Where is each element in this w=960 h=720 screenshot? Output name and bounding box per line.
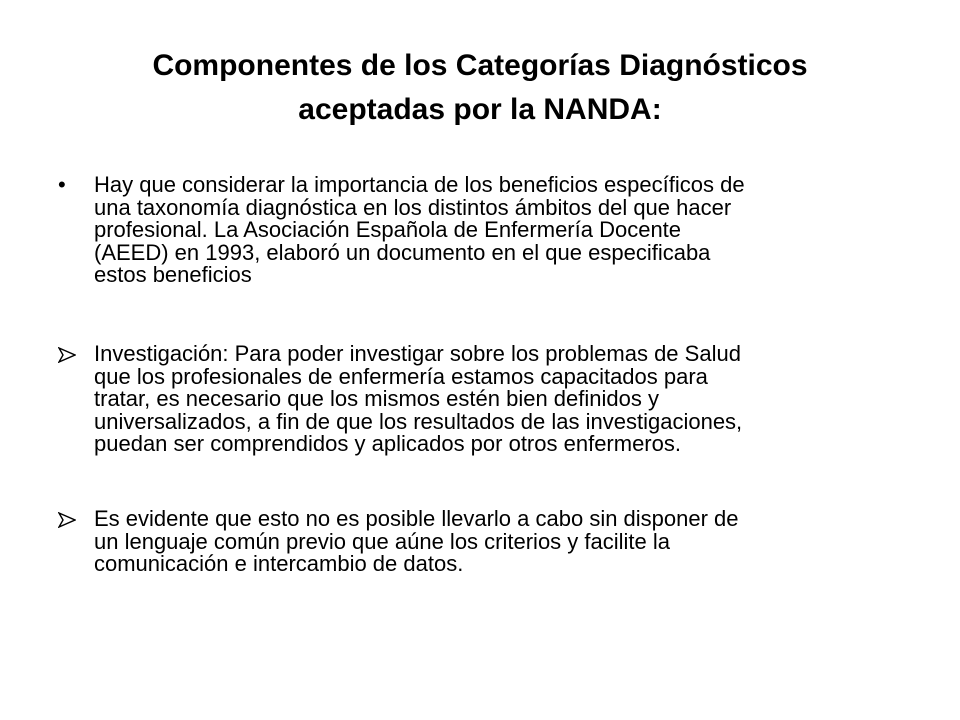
- arrowhead-icon: [58, 508, 88, 528]
- slide-title-line: aceptadas por la NANDA:: [298, 93, 662, 126]
- bullet-text: [94, 508, 888, 576]
- text-line: comunicación e intercambio de datos.: [94, 551, 464, 577]
- bullet-text: [94, 343, 888, 456]
- text-line: Hay que considerar la importancia de los beneficios específicos de: [94, 172, 745, 197]
- text-line: profesional. La Asociación Española de Enfermería Docente: [94, 217, 682, 243]
- text-line: universalizados, a fin de que los resultados de las investigaciones,: [94, 408, 743, 434]
- text-line: Investigación: Para poder investigar sobre los problemas de Salud: [94, 341, 741, 366]
- text-line: un lenguaje común previo que aúne los criterios y facilite la: [94, 528, 670, 554]
- slide-title-line: Componentes de los Categorías Diagnósticos: [152, 49, 808, 82]
- text-line: que los profesionales de enfermería estamos capacitados para: [94, 363, 708, 389]
- bullet-dot-icon: •: [58, 172, 66, 197]
- bullet-item-investigacion: [58, 343, 888, 456]
- bullet-item-lenguaje-comun: [58, 508, 888, 576]
- bullet-item-intro: [58, 174, 888, 287]
- arrowhead-icon: [58, 343, 88, 363]
- text-line: tratar, es necesario que los mismos estén bien definidos y: [94, 386, 659, 412]
- bullet-text: [94, 174, 888, 287]
- slide-title: [40, 44, 920, 132]
- text-line: (AEED) en 1993, elaboró un documento en el que especificaba: [94, 239, 711, 265]
- text-line: Es evidente que esto no es posible llevarlo a cabo sin disponer de: [94, 506, 739, 531]
- text-line: una taxonomía diagnóstica en los distintos ámbitos del que hacer: [94, 194, 732, 220]
- text-line: estos beneficios: [94, 262, 252, 288]
- text-line: puedan ser comprendidos y aplicados por otros enfermeros.: [94, 431, 681, 457]
